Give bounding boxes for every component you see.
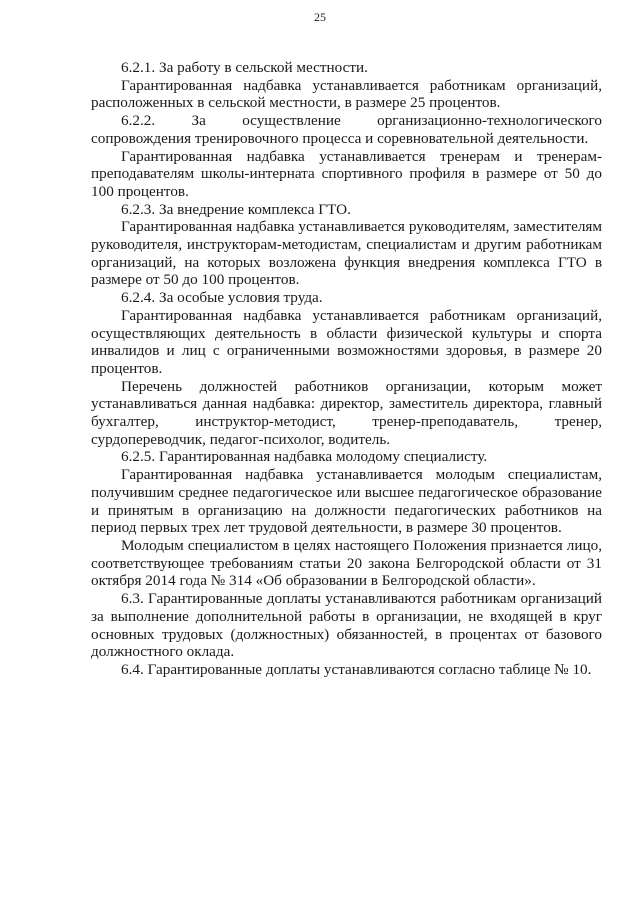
page-number: 25 [314,10,326,24]
paragraph: Гарантированная надбавка устанавливается молодым специалистам, получившим среднее педагогическое или высшее педагогическое образование и принятым в организацию на должности педагогических работников на период первых трех лет трудовой деятельности, в размере 30 процентов. [91,466,602,537]
paragraph-6-2-1-heading: 6.2.1. За работу в сельской местности. [121,59,368,76]
paragraph-6-2-3-heading: 6.2.3. За внедрение комплекса ГТО. [121,200,351,218]
paragraph: Молодым специалистом в целях настоящего Положения признается лицо, соответствующее требованиям статьи 20 закона Белгородской области от 31 октября 2014 года № 314 «Об образовании в Белгородской области». [91,536,602,590]
paragraph-6-2-2-heading: 6.2.2. За осуществление организационно-технологического сопровождения тренировочного процесса и соревновательной деятельности. [91,112,602,147]
paragraph-6-3: 6.3. Гарантированные доплаты устанавливаются работникам организаций за выполнение дополнительной работы в организации, не входящей в круг основных трудовых (должностных) обязанностей, в процентах от базового должностного оклада. [91,590,602,661]
paragraph-6-2-5-heading: 6.2.5. Гарантированная надбавка молодому специалисту. [121,448,488,466]
paragraph-6-2-4-heading: 6.2.4. За особые условия труда. [121,289,323,307]
paragraph-6-4: 6.4. Гарантированные доплаты устанавливаются согласно таблице № 10. [121,660,592,678]
document-body [91,59,602,679]
paragraph: Гарантированная надбавка устанавливается руководителям, заместителям руководителя, инструкторам-методистам, специалистам и другим работникам организаций, на которых возложена функция внедрения комплекса ГТО в размере от 50 до 100 процентов. [91,218,602,289]
paragraph: Гарантированная надбавка устанавливается работникам организаций, расположенных в сельской местности, в размере 25 процентов. [91,76,602,112]
paragraph: Перечень должностей работников организации, которым может устанавливаться данная надбавка: директор, заместитель директора, главный бухгалтер, инструктор-методист, тренер-преподаватель, тренер, сурдопереводчик, педагог-психолог, водитель. [91,377,602,448]
paragraph: Гарантированная надбавка устанавливается тренерам и тренерам-преподавателям школы-интерната спортивного профиля в размере от 50 до 100 процентов. [91,147,602,200]
paragraph: Гарантированная надбавка устанавливается работникам организаций, осуществляющих деятельность в области физической культуры и спорта инвалидов и лиц с ограниченными возможностями здоровья, в размере 20 процентов. [91,306,602,377]
